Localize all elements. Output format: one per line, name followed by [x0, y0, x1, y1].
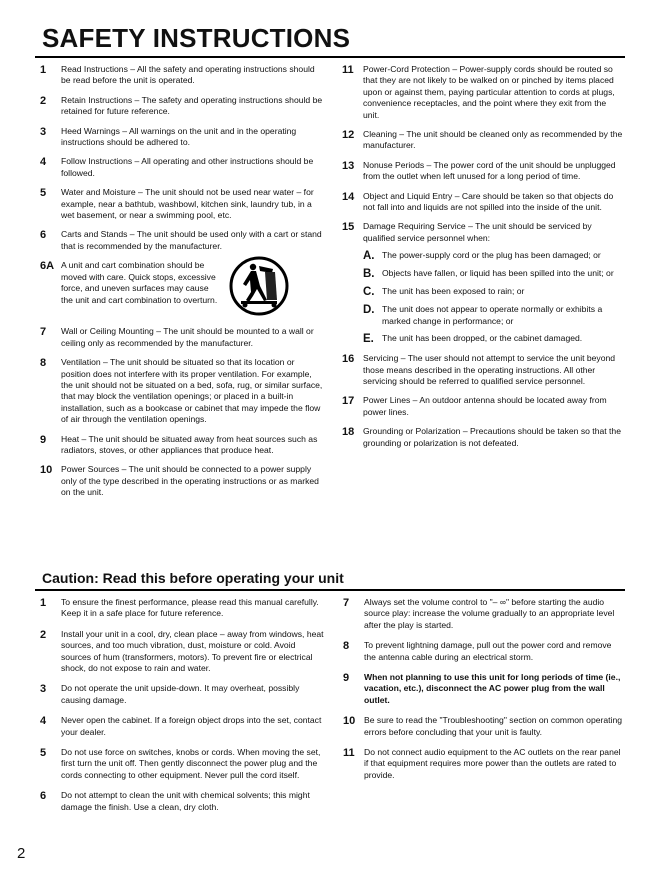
caution-item	[40, 790, 326, 813]
safety-item	[342, 395, 624, 418]
item-text: Power Lines – An outdoor antenna should be located away from power lines.	[363, 395, 607, 417]
safety-item	[342, 160, 624, 183]
item-text: Water and Moisture – The unit should not be used near water – for example, near a bathtub, washbowl, kitchen sink, laundry tub, in a wet basement, or near a swimming pool, etc.	[61, 187, 314, 221]
item-number: 1	[40, 64, 47, 76]
safety-item	[342, 129, 624, 152]
sub-item-letter: B.	[363, 268, 375, 281]
item-text: Cleaning – The unit should be cleaned only as recommended by the manufacturer.	[363, 129, 623, 151]
item-number: 3	[40, 125, 47, 138]
item-number: 7	[40, 326, 47, 339]
item-text: Read Instructions – All the safety and operating instructions should be read before the unit is operated.	[61, 64, 315, 86]
sub-item-letter: A.	[363, 250, 375, 263]
safety-item	[40, 357, 324, 425]
item-number: 9	[40, 433, 47, 446]
item-text: Do not attempt to clean the unit with chemical solvents; this might damage the finish. Use a clean, dry cloth.	[61, 790, 310, 812]
sub-item-letter: E.	[363, 333, 374, 346]
safety-item	[40, 156, 324, 179]
item-number: 14	[342, 190, 355, 203]
item-number: 5	[40, 187, 47, 200]
page-number: 2	[17, 845, 26, 862]
item-number: 5	[40, 747, 47, 760]
safety-item	[40, 229, 324, 252]
safety-item	[40, 464, 324, 498]
item-number: 3	[40, 683, 47, 696]
item-number: 9	[343, 672, 350, 685]
item-text: Servicing – The user should not attempt to service the unit beyond those means described in the operating instructions. All other servicing should be referred to qualified service personnel.	[363, 353, 616, 386]
safety-item	[40, 126, 324, 149]
sub-item-letter: D.	[363, 304, 375, 317]
cart-tip-over-warning-icon	[229, 256, 289, 316]
item-text: Nonuse Periods – The power cord of the unit should be unplugged from the outlet when left unused for a long period of time.	[363, 159, 616, 182]
item-text: Install your unit in a cool, dry, clean place – away from windows, heat sources, and too much vibration, dust, moisture or cold. Avoid sources of hum (transformers, motors). To prevent fire or electrical shock, do not expose to rain and water.	[61, 628, 324, 674]
item-text: Do not connect audio equipment to the AC outlets on the rear panel if that equipment requires more power than the outlets are rated to provide.	[364, 747, 621, 780]
item-text: Object and Liquid Entry – Care should be taken so that objects do not fall into and liquids are not spilled into the inside of the unit.	[363, 190, 614, 213]
item-text: Follow Instructions – All operating and other instructions should be followed.	[61, 156, 314, 178]
safety-item	[40, 95, 324, 118]
item-text: Heat – The unit should be situated away from heat sources such as radiators, stoves, or other appliances that produce heat.	[61, 433, 318, 455]
item-text: Power-Cord Protection – Power-supply cords should be routed so that they are not likely to be walked on or pinched by items placed upon or against them, paying particular attention to cords at plugs, convenience receptacles, and the point where they exit from the unit.	[363, 64, 615, 120]
item-number: 17	[342, 395, 355, 408]
safety-left-column	[40, 64, 324, 499]
item-number: 10	[343, 715, 356, 728]
item-number: 13	[342, 159, 355, 172]
caution-rule	[35, 589, 625, 591]
item-text: To ensure the finest performance, please read this manual carefully. Keep it in a safe place for future reference.	[61, 597, 319, 619]
safety-item	[40, 434, 324, 457]
item-number: 4	[40, 715, 47, 728]
item-text: Be sure to read the "Troubleshooting" section on common operating errors before concluding that your unit is faulty.	[364, 715, 623, 737]
sub-item-text: The power-supply cord or the plug has been damaged; or	[382, 250, 601, 261]
item-text: Damage Requiring Service – The unit should be serviced by qualified service personnel when:	[363, 221, 592, 243]
sub-item	[363, 286, 624, 298]
item-number: 4	[40, 156, 47, 169]
sub-item-text: The unit has been dropped, or the cabinet damaged.	[382, 333, 583, 344]
item-text: Do not operate the unit upside-down. It may overheat, possibly causing damage.	[61, 683, 300, 705]
item-text: Wall or Ceiling Mounting – The unit should be mounted to a wall or ceiling only as recommended by the manufacturer.	[61, 326, 314, 348]
safety-item-6a	[40, 260, 324, 316]
page-title: SAFETY INSTRUCTIONS	[42, 23, 351, 53]
caution-item	[40, 747, 326, 781]
safety-item	[40, 64, 324, 87]
item-text: Heed Warnings – All warnings on the unit and in the operating instructions should be adhered to.	[61, 125, 297, 148]
caution-item	[343, 747, 625, 781]
caution-item	[343, 640, 625, 663]
caution-left-column	[40, 597, 326, 813]
item-number: 11	[342, 64, 354, 76]
item-text: Ventilation – The unit should be situated so that its location or position does not interfere with its proper ventilation. For example, the unit should not be situated on a bed, sofa, rug, or similar surface, that may block the ventilation openings; or placed in a built-in installation, such as a bookcase or cabinet that may impede the flow of air through the ventilation openings.	[61, 357, 323, 425]
safety-item	[342, 191, 624, 214]
caution-item	[343, 672, 625, 706]
item-number: 12	[342, 129, 355, 142]
caution-item	[40, 683, 326, 706]
safety-item	[342, 353, 624, 387]
item-text: Retain Instructions – The safety and operating instructions should be retained for future reference.	[61, 94, 323, 117]
item-number: 2	[40, 94, 47, 107]
sub-item	[363, 333, 624, 345]
item-number: 10	[40, 464, 53, 477]
sub-item	[363, 268, 624, 280]
item-text: Grounding or Polarization – Precautions should be taken so that the grounding or polarization is not defeated.	[363, 426, 621, 448]
title-rule	[35, 56, 625, 58]
item-text: When not planning to use this unit for long periods of time (ie., vacation, etc.), disconnect the AC power plug from the wall outlet.	[364, 672, 621, 705]
safety-item	[342, 221, 624, 244]
sub-item	[363, 250, 624, 262]
item-number: 1	[40, 597, 47, 609]
sub-item-text: The unit does not appear to operate normally or exhibits a marked change in performance; or	[382, 304, 603, 326]
item-number: 8	[343, 640, 350, 653]
safety-item	[342, 426, 624, 449]
caution-item	[343, 715, 625, 738]
item-text: Never open the cabinet. If a foreign object drops into the set, contact your dealer.	[61, 715, 322, 737]
item-text: Carts and Stands – The unit should be used only with a cart or stand that is recommended by the manufacturer.	[61, 229, 322, 251]
item-number: 8	[40, 357, 47, 370]
caution-item	[40, 629, 326, 675]
sub-item-text: Objects have fallen, or liquid has been spilled into the unit; or	[382, 268, 614, 279]
item-number: 18	[342, 426, 355, 439]
item-number: 16	[342, 353, 355, 366]
item-text: Power Sources – The unit should be connected to a power supply only of the type described in the operating instructions or as marked on the unit.	[61, 464, 319, 498]
caution-right-column	[343, 597, 625, 781]
item-number: 11	[343, 747, 355, 760]
item-number: 6A	[40, 260, 55, 273]
caution-title: Caution: Read this before operating your unit	[42, 570, 344, 586]
item-text: Do not use force on switches, knobs or cords. When moving the set, first turn the unit off. Then gently disconnect the power plug and the cords connecting to other equipment. Never pull the cord itself.	[61, 747, 321, 780]
caution-item	[40, 597, 326, 620]
item-text: To prevent lightning damage, pull out the power cord and remove the antenna cable during an electrical storm.	[364, 640, 612, 662]
sub-item-letter: C.	[363, 286, 375, 299]
safety-item	[40, 326, 324, 349]
caution-item	[40, 715, 326, 738]
safety-item	[342, 64, 624, 121]
item-number: 7	[343, 597, 350, 609]
caution-item	[343, 597, 625, 631]
item-number: 2	[40, 628, 47, 641]
item-text: Always set the volume control to "– ∞" before starting the audio source play: increase the volume gradually to an appropriate level after the play is started.	[364, 597, 615, 630]
item-text: A unit and cart combination should be moved with care. Quick stops, excessive force, and uneven surfaces may cause the unit and cart combination to overturn.	[61, 260, 218, 305]
sub-item-text: The unit has been exposed to rain; or	[382, 286, 525, 297]
safety-item	[40, 187, 324, 221]
sub-item	[363, 304, 624, 327]
item-number: 6	[40, 790, 47, 803]
item-number: 6	[40, 229, 47, 242]
item-number: 15	[342, 221, 355, 234]
safety-right-column	[342, 64, 624, 449]
